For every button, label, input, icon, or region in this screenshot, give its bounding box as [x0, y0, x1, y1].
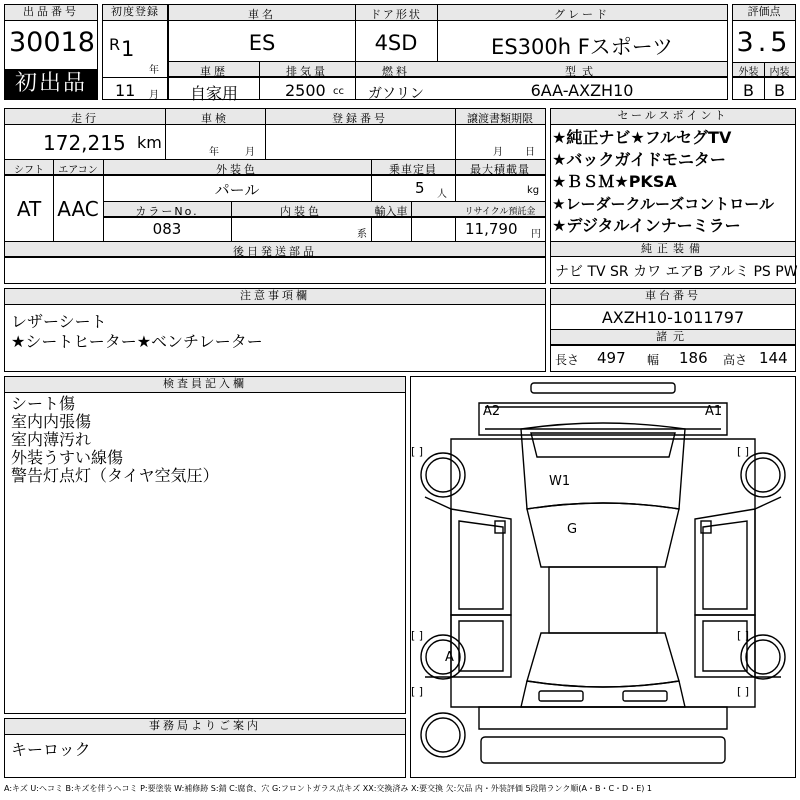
lot-number-box — [4, 4, 98, 100]
exterior-label: 外装 — [738, 67, 759, 78]
rear-bumper — [479, 707, 727, 729]
right-front-door — [695, 509, 755, 615]
height-label: 高さ — [723, 353, 748, 367]
bracket: [ ] — [411, 629, 424, 642]
width-label: 幅 — [647, 353, 660, 367]
hood — [521, 423, 685, 509]
color-no-label: カラーNo. — [135, 205, 199, 218]
lot-number-label: 出品番号 — [5, 5, 97, 21]
car-diagram-box — [410, 376, 796, 778]
spare-tire — [421, 713, 465, 757]
interior-label: 内装 — [769, 67, 790, 78]
inspector-box — [4, 376, 406, 714]
ext-color: パール — [214, 181, 260, 199]
sales-point: ★ＢＳＭ★PKSA — [552, 172, 677, 191]
chassis-label: 車台番号 — [551, 289, 795, 305]
inspector-line: 警告灯点灯（タイヤ空気圧） — [11, 466, 219, 485]
int-color-label: 内装色 — [280, 205, 322, 218]
int-color-suffix: 系 — [357, 229, 367, 240]
capacity: 5 — [415, 179, 425, 197]
person-unit: 人 — [437, 189, 447, 200]
first-listing-badge: 初出品 — [5, 69, 97, 99]
recycle-label: リサイクル預託金 — [464, 207, 536, 217]
kg-unit: kg — [527, 185, 540, 196]
later-parts-label: 後日発送部品 — [233, 245, 317, 258]
body-outline — [451, 439, 755, 707]
left-rear-door — [451, 615, 511, 677]
max-load-label: 最大積載量 — [470, 163, 530, 176]
sales-point: ★デジタルインナーミラー — [552, 216, 741, 235]
mark-a: A — [445, 650, 454, 665]
reg-number-label: 登録番号 — [332, 112, 388, 125]
damage-legend: A:キズ U:ヘコミ B:キズを伴うヘコミ P:要塗装 W:補修跡 S:錆 C:腐食、穴 G:フロントガラス点キズ XX:交換済み X:要交換 欠:欠品 内・外装評価 5段階ランク順(A・B・C・D・E) 1 — [4, 784, 653, 793]
import-label: 輸入車 — [374, 205, 408, 218]
month-unit: 月 — [149, 90, 159, 101]
history: 自家用 — [189, 84, 238, 103]
door-label: ドア形状 — [370, 8, 422, 21]
year-unit: 年 — [149, 65, 159, 76]
mileage: 172,215 — [43, 131, 126, 155]
trunk — [521, 681, 685, 707]
yen-unit: 円 — [531, 229, 541, 240]
front-left-tire — [421, 453, 465, 497]
office-label: 事務局よりご案内 — [5, 719, 405, 735]
sales-point: ★バックガイドモニター — [552, 150, 726, 169]
length: 497 — [597, 349, 626, 367]
inspection-year-unit: 年 — [209, 147, 219, 158]
bracket: [ ] — [411, 445, 424, 458]
fuel: ガソリン — [368, 86, 424, 102]
fuel-label: 燃料 — [382, 65, 410, 78]
shift-label: シフト — [14, 165, 44, 176]
mileage-label: 走行 — [71, 112, 99, 125]
sales-points-label: セールスポイント — [551, 109, 795, 125]
bracket: [ ] — [737, 685, 750, 698]
history-label: 車歴 — [200, 65, 228, 78]
bracket: [ ] — [737, 629, 750, 642]
transfer-month-unit: 月 — [493, 147, 503, 158]
score: 3.5 — [736, 27, 792, 58]
cc-unit: cc — [333, 86, 344, 97]
km-unit: km — [137, 133, 162, 152]
inspector-line: 室内内張傷 — [11, 412, 92, 431]
chassis-number: AXZH10-1011797 — [601, 308, 745, 327]
first-registration-box — [102, 4, 168, 100]
mark-a2: A2 — [483, 404, 501, 419]
front-bumper — [531, 383, 675, 393]
office-box — [4, 718, 406, 778]
score-box — [732, 4, 796, 100]
model-label: 型式 — [565, 65, 599, 78]
chassis-box — [550, 288, 796, 372]
displacement: 2500 — [285, 81, 326, 100]
car-name-label: 車名 — [248, 8, 276, 21]
width: 186 — [679, 349, 708, 367]
lot-number: 30018 — [9, 27, 95, 58]
ac-label: エアコン — [58, 165, 98, 176]
ext-color-label: 外装色 — [216, 163, 258, 176]
car-name: ES — [248, 31, 276, 55]
inspector-line: 室内薄汚れ — [11, 430, 92, 449]
sales-point: ★レーダークルーズコントロール — [552, 195, 774, 213]
transfer-docs-label: 譲渡書類期限 — [467, 112, 533, 125]
first-registration-label: 初度登録 — [103, 5, 167, 21]
ac: AAC — [57, 197, 99, 221]
equipment-label: 純正装備 — [551, 242, 795, 257]
inspector-line: 外装うすい線傷 — [11, 448, 124, 467]
equipment-items: ナビ TV SR カワ エアB アルミ PS PW — [555, 264, 798, 280]
notes-label: 注意事項欄 — [5, 289, 545, 305]
vehicle-info-grid — [168, 4, 728, 103]
windshield — [527, 503, 679, 567]
car-diagram — [411, 377, 795, 777]
front-panel — [479, 403, 727, 435]
bracket: [ ] — [737, 445, 750, 458]
header-block — [4, 4, 796, 102]
office-text: キーロック — [11, 740, 91, 759]
inspector-line: シート傷 — [11, 394, 76, 413]
dims-label: 諸元 — [551, 330, 795, 345]
bracket: [ ] — [411, 685, 424, 698]
score-label: 評価点 — [733, 5, 795, 21]
notes-line: ★シートヒーター★ベンチレーター — [11, 332, 263, 351]
model: 6AA-AXZH10 — [530, 81, 634, 100]
mark-g: G — [567, 522, 578, 537]
grade: ES300h Fスポーツ — [491, 35, 673, 59]
reg-month: 11 — [115, 81, 136, 100]
mark-w1: W1 — [549, 474, 571, 489]
right-rear-door — [695, 615, 755, 677]
door-type: 4SD — [374, 31, 418, 55]
era-year: 1 — [121, 37, 135, 61]
inspection-label: 車検 — [201, 112, 229, 125]
capacity-label: 乗車定員 — [389, 163, 437, 176]
height: 144 — [759, 349, 788, 367]
inspection-month-unit: 月 — [245, 147, 255, 158]
inspector-label: 検査員記入欄 — [5, 377, 405, 393]
rear-window — [527, 633, 679, 687]
displacement-label: 排気量 — [286, 65, 328, 78]
front-right-tire — [741, 453, 785, 497]
era: R — [109, 35, 121, 54]
recycle-fee: 11,790 — [465, 220, 518, 238]
exterior-grade: B — [743, 81, 754, 100]
notes-box — [4, 288, 546, 372]
interior-grade: B — [774, 81, 785, 100]
length-label: 長さ — [555, 353, 580, 367]
grade-label: グレード — [554, 8, 610, 21]
sales-point: ★純正ナビ★フルセグTV — [552, 128, 732, 147]
sales-points-box — [550, 108, 796, 284]
roof — [549, 567, 657, 633]
left-front-door — [451, 509, 511, 615]
color-no: 083 — [152, 220, 182, 238]
transfer-day-unit: 日 — [525, 147, 535, 158]
vehicle-detail-grid — [4, 108, 546, 284]
notes-line: レザーシート — [11, 312, 107, 331]
mark-a1: A1 — [705, 404, 723, 419]
shift: AT — [16, 197, 42, 221]
